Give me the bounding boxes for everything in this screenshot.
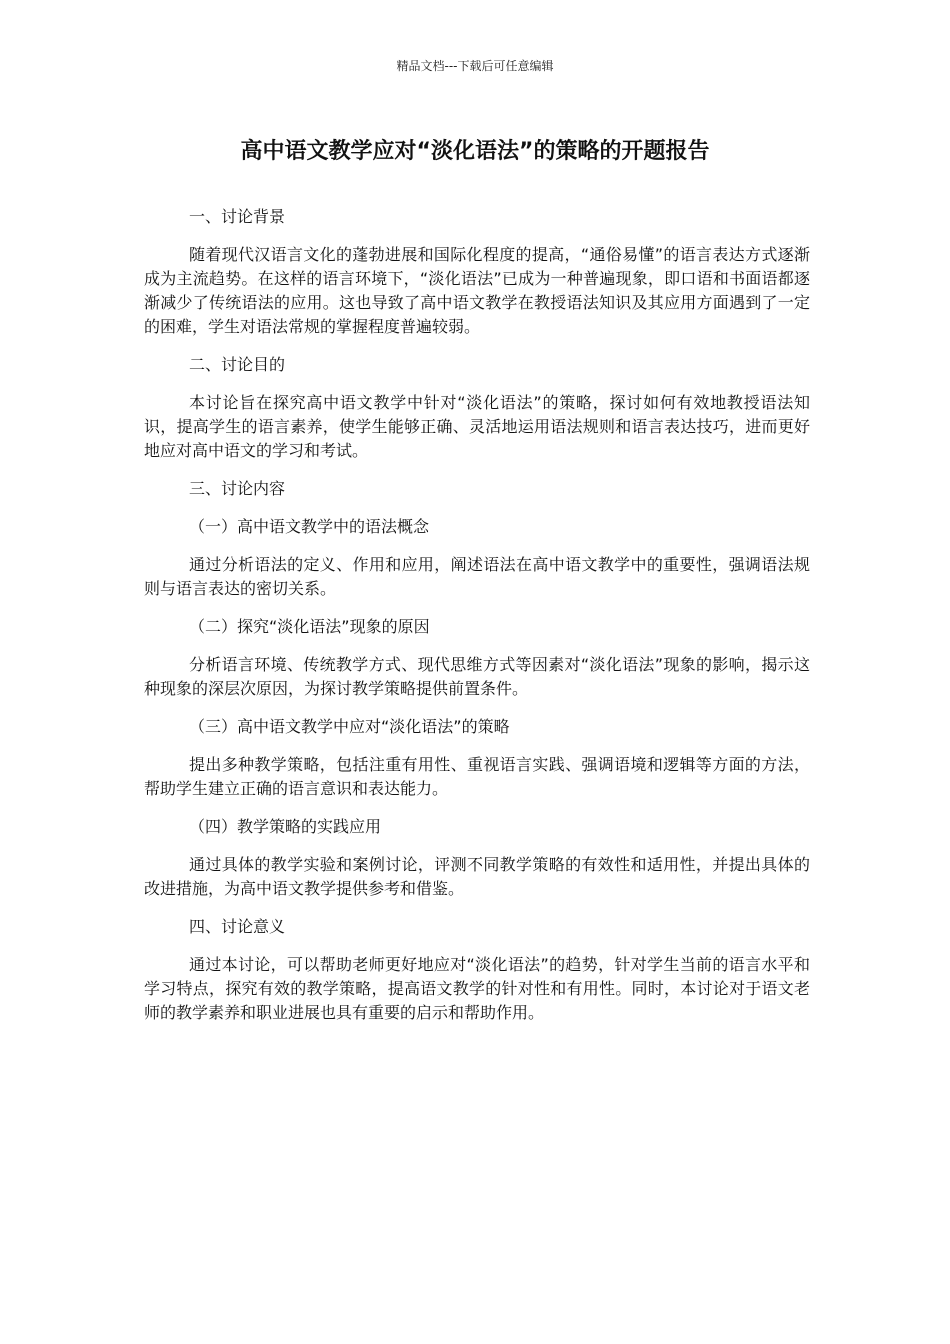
subsection-heading-1: （一）高中语文教学中的语法概念 bbox=[189, 517, 430, 536]
page-header: 精品文档---下载后可任意编辑 bbox=[396, 59, 554, 73]
section-paragraph-significance: 通过本讨论，可以帮助老师更好地应对“淡化语法”的趋势，针对学生当前的语言水平和学习特点，探究有效的教学策略，提高语文教学的针对性和有用性。同时，本讨论对于语文老师的教学素养和职业进展也具有重要的启示和帮助作用。 bbox=[144, 955, 810, 1022]
subsection-paragraph-4: 通过具体的教学实验和案例讨论，评测不同教学策略的有效性和适用性，并提出具体的改进措施，为高中语文教学提供参考和借鉴。 bbox=[144, 855, 810, 898]
subsection-heading-2: （二）探究“淡化语法”现象的原因 bbox=[189, 617, 430, 636]
subsection-paragraph-3: 提出多种教学策略，包括注重有用性、重视语言实践、强调语境和逻辑等方面的方法，帮助学生建立正确的语言意识和表达能力。 bbox=[144, 755, 810, 798]
section-paragraph-background: 随着现代汉语言文化的蓬勃进展和国际化程度的提高，“通俗易懂”的语言表达方式逐渐成为主流趋势。在这样的语言环境下，“淡化语法”已成为一种普遍现象，即口语和书面语都逐渐减少了传统语法的应用。这也导致了高中语文教学在教授语法知识及其应用方面遇到了一定的困难，学生对语法常规的掌握程度普遍较弱。 bbox=[144, 245, 810, 336]
subsection-paragraph-1: 通过分析语法的定义、作用和应用，阐述语法在高中语文教学中的重要性，强调语法规则与语言表达的密切关系。 bbox=[144, 555, 810, 598]
subsection-paragraph-2: 分析语言环境、传统教学方式、现代思维方式等因素对“淡化语法”现象的影响，揭示这种现象的深层次原因，为探讨教学策略提供前置条件。 bbox=[144, 655, 810, 698]
section-heading-significance: 四、讨论意义 bbox=[189, 917, 286, 936]
section-heading-content: 三、讨论内容 bbox=[189, 479, 286, 498]
subsection-heading-4: （四）教学策略的实践应用 bbox=[189, 817, 382, 836]
section-heading-background: 一、讨论背景 bbox=[189, 207, 286, 226]
subsection-heading-3: （三）高中语文教学中应对“淡化语法”的策略 bbox=[189, 717, 510, 736]
section-paragraph-purpose: 本讨论旨在探究高中语文教学中针对“淡化语法”的策略，探讨如何有效地教授语法知识，提高学生的语言素养，使学生能够正确、灵活地运用语法规则和语言表达技巧，进而更好地应对高中语文的学习和考试。 bbox=[144, 393, 810, 460]
section-heading-purpose: 二、讨论目的 bbox=[189, 355, 286, 374]
document-title: 高中语文教学应对“淡化语法”的策略的开题报告 bbox=[240, 139, 710, 164]
document-body bbox=[144, 205, 810, 1039]
